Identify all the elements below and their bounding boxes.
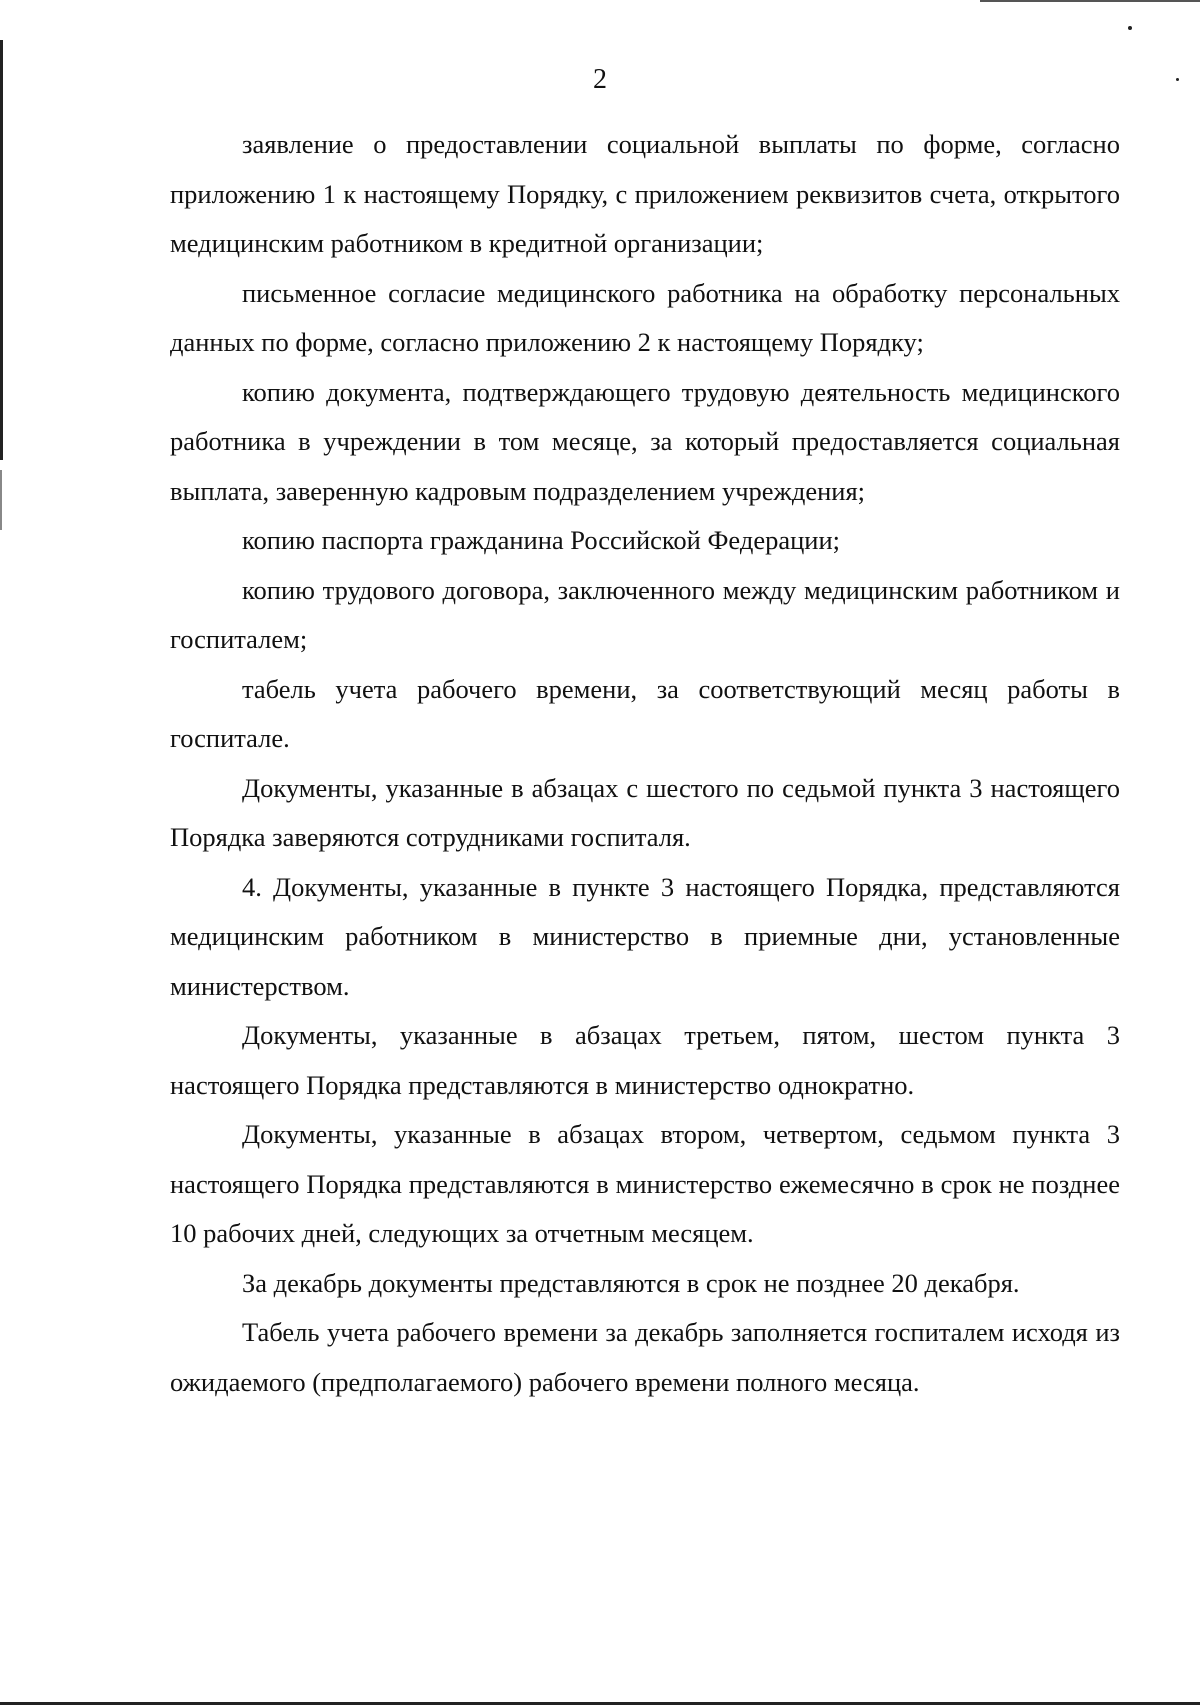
paragraph: Документы, указанные в абзацах с шестого по седьмой пункта 3 настоящего Порядка заверяются сотрудниками госпиталя. bbox=[170, 772, 1120, 852]
paragraph: Документы, указанные в абзацах втором, четвертом, седьмом пункта 3 настоящего Порядка представляются в министерство ежемесячно в срок не позднее 10 рабочих дней, следующих за отчетным месяцем. bbox=[170, 1119, 1120, 1248]
paragraph: За декабрь документы представляются в срок не позднее 20 декабря. bbox=[242, 1267, 1020, 1298]
page-number: 2 bbox=[593, 64, 607, 95]
paragraph: копию документа, подтверждающего трудовую деятельность медицинского работника в учреждении в том месяце, за который предоставляется социальная выплата, заверенную кадровым подразделением учреждения; bbox=[170, 376, 1120, 506]
paragraph: 4. Документы, указанные в пункте 3 настоящего Порядка, представляются медицинским работником в министерство в приемные дни, установленные министерством. bbox=[170, 871, 1120, 1001]
scan-edge-line bbox=[0, 40, 3, 460]
scan-speck bbox=[1128, 26, 1132, 30]
paragraph: Документы, указанные в абзацах третьем, пятом, шестом пункта 3 настоящего Порядка представляются в министерство однократно. bbox=[170, 1020, 1120, 1100]
paragraph: копию паспорта гражданина Российской Федерации; bbox=[242, 525, 840, 555]
paragraph: табель учета рабочего времени, за соответствующий месяц работы в госпитале. bbox=[170, 673, 1120, 753]
paragraph: Табель учета рабочего времени за декабрь заполняется госпиталем исходя из ожидаемого (предполагаемого) рабочего времени полного месяца. bbox=[170, 1317, 1120, 1397]
scan-edge-line bbox=[0, 470, 2, 530]
paragraph: заявление о предоставлении социальной выплаты по форме, согласно приложению 1 к настоящему Порядку, с приложением реквизитов счета, открытого медицинским работником в кредитной организации; bbox=[170, 129, 1120, 258]
document-body bbox=[170, 120, 1120, 1407]
paragraph: письменное согласие медицинского работника на обработку персональных данных по форме, согласно приложению 2 к настоящему Порядку; bbox=[170, 277, 1120, 357]
paragraph: копию трудового договора, заключенного между медицинским работником и госпиталем; bbox=[170, 574, 1120, 654]
scan-edge-line bbox=[980, 0, 1200, 2]
scan-edge-line bbox=[0, 1702, 1200, 1705]
